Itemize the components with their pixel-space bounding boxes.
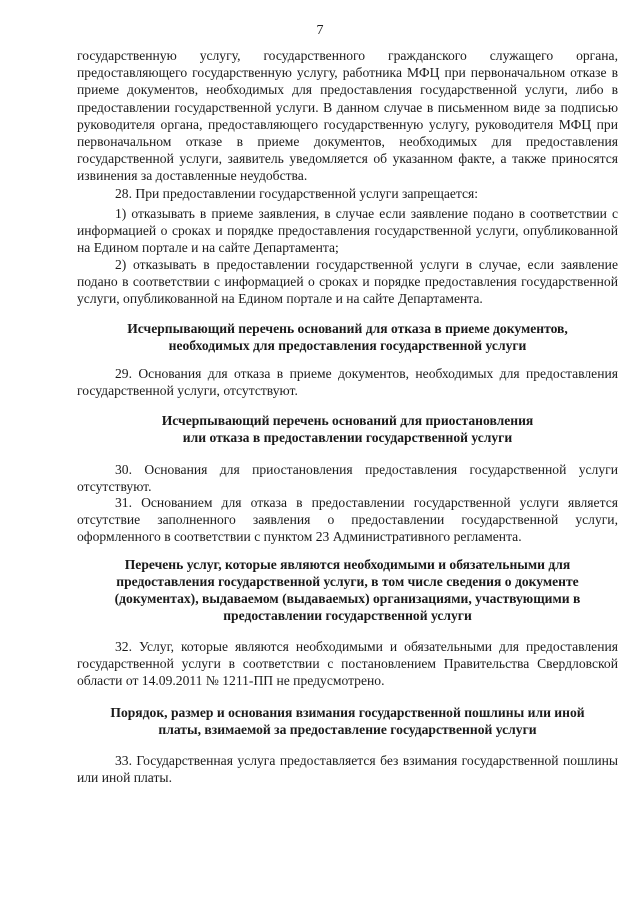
heading-line: Исчерпывающий перечень оснований для приостановления (161, 413, 534, 428)
section-heading-suspension (77, 412, 618, 446)
paragraph-28-item-2: 2) отказывать в предоставлении государственной услуги в случае, если заявление подано в соответствии с информацией о сроках и порядке предоставления государственной услуги, опубликованной на Едином портале и на сайте Департамента. (77, 257, 618, 307)
section-heading-required-services (77, 556, 618, 624)
paragraph-30: 30. Основания для приостановления предоставления государственной услуги отсутствуют. (77, 462, 618, 495)
heading-line: (документах), выдаваемом (выдаваемых) организациями, участвующими в (114, 591, 581, 606)
paragraph-28-item-1: 1) отказывать в приеме заявления, в случае если заявление подано в соответствии с информацией о сроках и порядке предоставления государственной услуги, опубликованной на Едином портале и на сайте Департамента; (77, 206, 618, 256)
heading-line: предоставлении государственной услуги (223, 608, 472, 623)
section-heading-refusal-documents (77, 320, 618, 354)
paragraph-intro: государственную услугу, государственного гражданского служащего органа, предоставляющего государственную услугу, работника МФЦ при первоначальном отказе в приеме документов, необходимых для предоставления государственной услуги, либо в предоставлении государственной услуги. В данном случае в письменном виде за подписью руководителя органа, предоставляющего государственную услугу, руководителя МФЦ при первоначальном отказе в приеме документов, необходимых для предоставления государственной услуги, заявитель уведомляется об указанном факте, а также приносятся извинения за доставленные неудобства. (77, 48, 618, 184)
heading-line: Перечень услуг, которые являются необходимыми и обязательными для (124, 557, 571, 572)
paragraph-28: 28. При предоставлении государственной услуги запрещается: (115, 186, 479, 201)
paragraph-31: 31. Основанием для отказа в предоставлении государственной услуги является отсутствие заполненного заявления о предоставлении государственной услуги, оформленного в соответствии с пунктом 23 Административного регламента. (77, 495, 618, 545)
heading-line: Порядок, размер и основания взимания государственной пошлины или иной (110, 705, 585, 720)
heading-line: или отказа в предоставлении государственной услуги (182, 430, 513, 445)
paragraph-33: 33. Государственная услуга предоставляется без взимания государственной пошлины или иной платы. (77, 753, 618, 786)
section-heading-fees (77, 704, 618, 738)
page-number: 7 (316, 23, 324, 38)
paragraph-32: 32. Услуг, которые являются необходимыми и обязательными для предоставления государственной услуги в соответствии с постановлением Правительства Свердловской области от 14.09.2011 № 1211-ПП не предусмотрено. (77, 639, 618, 689)
heading-line: платы, взимаемой за предоставление государственной услуги (158, 722, 537, 737)
heading-line: Исчерпывающий перечень оснований для отказа в приеме документов, (127, 321, 568, 336)
heading-line: необходимых для предоставления государственной услуги (168, 338, 527, 353)
heading-line: предоставления государственной услуги, в том числе сведения о документе (116, 574, 579, 589)
paragraph-29: 29. Основания для отказа в приеме документов, необходимых для предоставления государственной услуги, отсутствуют. (77, 366, 618, 399)
